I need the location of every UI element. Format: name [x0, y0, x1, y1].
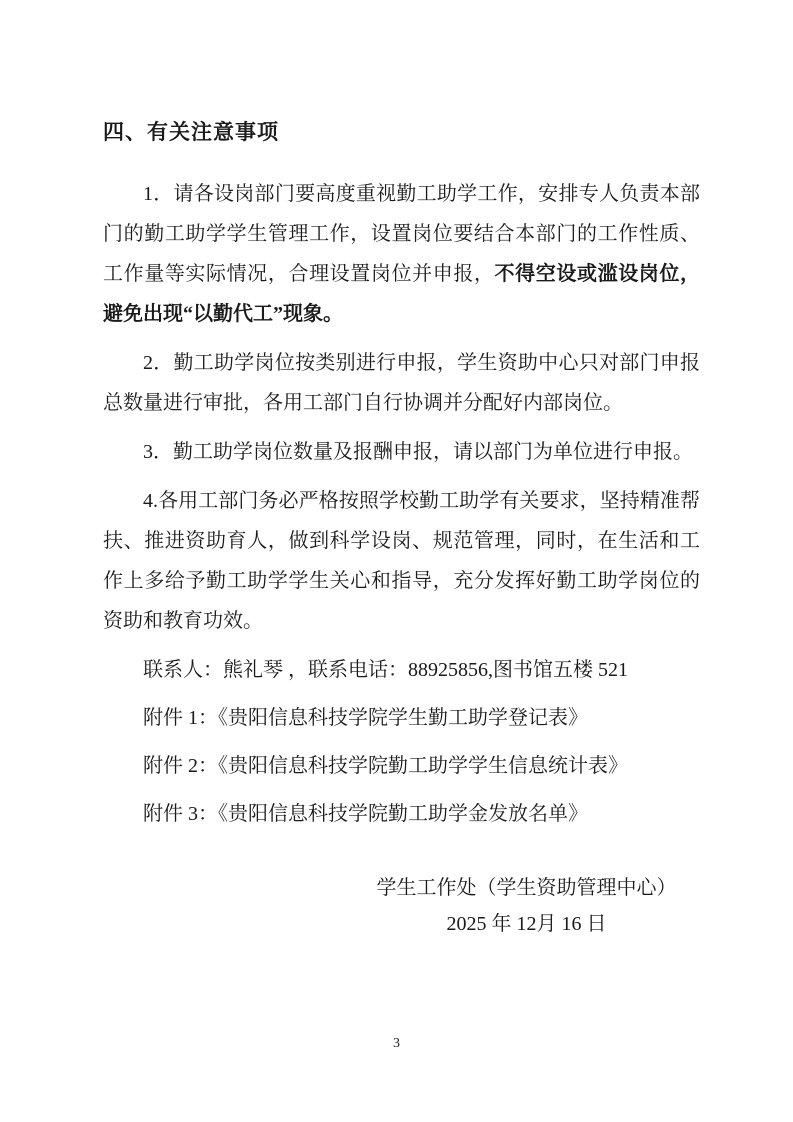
paragraph-1-normal-text: 1．请各设岗部门要高度重视勤工助学工作，安排专人负责本部门的勤工助学学生管理工作，设置岗位要结合本部门的工作性质、工作量等实际情况，合理设置岗位并申报，	[103, 183, 700, 285]
page-number: 3	[393, 1036, 400, 1051]
signature-date: 2025 年 12月 16 日	[446, 913, 607, 935]
section-heading: 四、有关注意事项	[103, 120, 279, 144]
paragraph-1	[103, 174, 700, 334]
paragraph-4: 4.各用工部门务必严格按照学校勤工助学有关要求，坚持精准帮扶、推进资助育人，做到科学设岗、规范管理，同时，在生活和工作上多给予勤工助学学生关心和指导，充分发挥好勤工助学岗位的资助和教育功效。	[103, 490, 700, 632]
signature-block	[103, 870, 700, 942]
document-content	[103, 118, 700, 942]
contact-line: 联系人：熊礼琴 ，联系电话：88925856,图书馆五楼 521	[143, 659, 628, 681]
paragraph-1-bold-text: 不得空设或滥设岗位，避免出现“以勤代工”现象。	[103, 263, 701, 325]
paragraph-3: 3．勤工助学岗位数量及报酬申报，请以部门为单位进行申报。	[143, 441, 693, 463]
attachment-2: 附件 2：《贵阳信息科技学院勤工助学学生信息统计表》	[143, 755, 628, 777]
attachment-1: 附件 1：《贵阳信息科技学院学生勤工助学登记表》	[143, 707, 588, 729]
signature-organization: 学生工作处（学生资助管理中心）	[376, 877, 677, 899]
attachment-3: 附件 3：《贵阳信息科技学院勤工助学金发放名单》	[143, 803, 588, 825]
paragraph-2: 2．勤工助学岗位按类别进行申报，学生资助中心只对部门申报总数量进行审批，各用工部门自行协调并分配好内部岗位。	[103, 352, 700, 414]
